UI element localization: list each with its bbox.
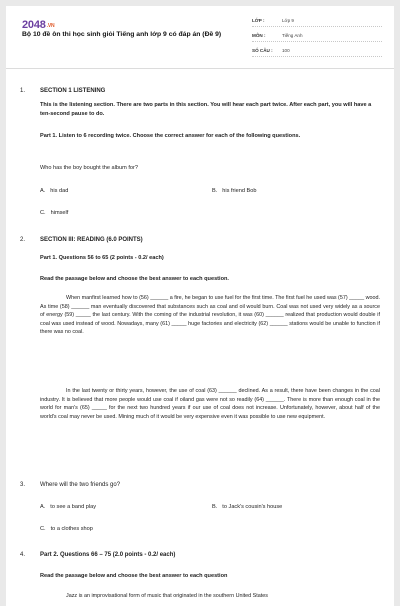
option-text: to see a band play	[50, 504, 97, 510]
meta-value: 100	[282, 48, 290, 53]
option-a[interactable]	[40, 504, 96, 510]
meta-key: SỐ CÂU :	[252, 48, 273, 53]
question-number: 1.	[20, 88, 26, 94]
meta-row-question-count	[252, 45, 382, 57]
option-label: A.	[40, 504, 46, 510]
option-label: A.	[40, 188, 46, 194]
question-4-heading	[6, 552, 394, 562]
section-title: SECTION 1 LISTENING	[40, 88, 106, 94]
meta-row-subject	[252, 30, 382, 42]
meta-value: Lớp 9	[282, 18, 294, 23]
option-text: his dad	[50, 188, 69, 194]
part-instruction: Read the passage below and choose the best answer to each question.	[40, 276, 229, 282]
option-text: to Jack's cousin's house	[222, 504, 283, 510]
option-c[interactable]	[40, 526, 93, 532]
option-label: C.	[40, 526, 46, 532]
question-2-heading	[6, 237, 394, 247]
section-title: SECTION III: READING (6.0 POINTS)	[40, 237, 143, 243]
paragraph-text: Jazz is an improvisational form of music that originated in the southern United States	[66, 593, 268, 599]
question-number: 2.	[20, 237, 26, 243]
option-label: C.	[40, 210, 46, 216]
paragraph-text: When manfirst learned how to (56) ______ a fire, he began to use fuel for the first time. The first fuel he used was (57) _____ wood. As time (58) ______ man eventually discovered that substances such as coal and oil would burn. Coal was not used very widely as a source of energy (59) _____ the last century. With the coming of the industrial revolution, it was (60) ______ realized that production would double if coal was used instead of wood. Nowadays, many (61) _____ huge factories and electricity (62) ______ stations would be unable to function if there was no coal.	[40, 295, 380, 336]
reading-passage-paragraph-2	[40, 387, 380, 421]
meta-value: Tiếng Anh	[282, 33, 303, 38]
section-title: Part 2. Questions 66 – 75 (2.0 points - 0.2/ each)	[40, 552, 176, 558]
meta-key: LỚP :	[252, 18, 265, 23]
question-number: 4.	[20, 552, 26, 558]
document-meta	[252, 15, 382, 60]
option-a[interactable]	[40, 188, 68, 194]
reading-passage-paragraph-1	[40, 294, 380, 337]
question-1-heading	[6, 88, 394, 98]
logo-text: 2048	[22, 19, 46, 31]
document-header	[6, 6, 394, 69]
question-text: Where will the two friends go?	[40, 482, 121, 488]
question-3-heading	[6, 482, 394, 492]
option-label: B.	[212, 504, 218, 510]
logo-suffix: .VN	[46, 23, 55, 29]
document-page	[6, 6, 394, 606]
question-number: 3.	[20, 482, 26, 488]
option-text: himself	[50, 210, 69, 216]
question-text: Who has the boy bought the album for?	[40, 165, 138, 171]
option-text: to a clothes shop	[50, 526, 93, 532]
part-instruction: Part 1. Listen to 6 recording twice. Choose the correct answer for each of the following questions.	[40, 133, 301, 139]
option-c[interactable]	[40, 210, 68, 216]
meta-row-grade	[252, 15, 382, 27]
section-intro: This is the listening section. There are two parts in this section. You will hear each part twice. After each part, you will have a ten-second pause to do.	[40, 102, 372, 117]
part-instruction: Read the passage below and choose the best answer to each question	[40, 573, 228, 579]
part-heading: Part 1. Questions 56 to 65 (2 points - 0.2/ each)	[40, 255, 164, 261]
option-text: his friend Bob	[222, 188, 257, 194]
document-title: Bộ 10 đề ôn thi học sinh giỏi Tiếng anh lớp 9 có đáp án (Đề 9)	[22, 31, 222, 38]
site-logo[interactable]	[22, 19, 54, 31]
option-label: B.	[212, 188, 218, 194]
option-b[interactable]	[212, 504, 282, 510]
paragraph-text: In the last twenty or thirty years, however, the use of coal (63) ______ declined. As a result, there have been changes in the coal industry. It is believed that more people would use coal if oiland gas were not so readily (64) ______. There is more than enough coal in the world for man's (65) _____ for the next two hundred years if our use of coal does not increase. Unfortunately, however, about half of the world's coal may never be used. Mining much of it would be very expensive even it was possible to use new equipment.	[40, 388, 380, 420]
reading-passage-start	[40, 592, 380, 601]
option-b[interactable]	[212, 188, 257, 194]
meta-key: MÔN :	[252, 33, 266, 38]
